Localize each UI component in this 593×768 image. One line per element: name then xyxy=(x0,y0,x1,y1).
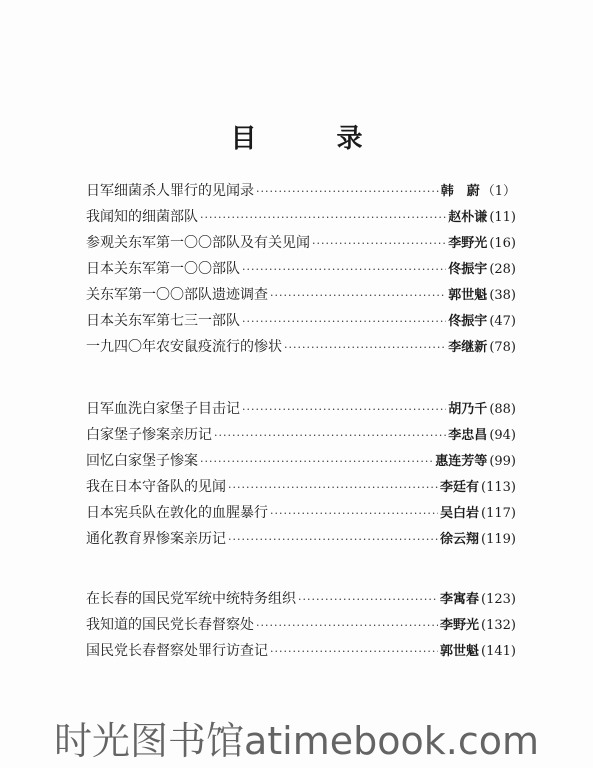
toc-entry-author: 李野光 xyxy=(440,618,480,633)
toc-entry-page-number: (119) xyxy=(481,532,516,547)
dot-leader xyxy=(270,639,438,665)
watermark-text: 时光图书馆atimebook.com xyxy=(53,718,539,763)
toc-entry-page-number: (28) xyxy=(489,262,516,277)
toc-entry-title: 日军细菌杀人罪行的见闻录 xyxy=(86,183,254,199)
toc-entry-author: 惠连芳等 xyxy=(435,454,488,469)
toc-entry xyxy=(86,204,516,230)
toc-entry-author: 佟振宇 xyxy=(448,314,488,329)
toc-entry-author: 胡乃千 xyxy=(448,402,488,417)
toc-entry-title: 日本关东军第一〇〇部队 xyxy=(86,261,240,277)
page-title xyxy=(0,118,593,155)
title-char-left: 目 xyxy=(230,124,257,154)
toc-entry-author: 郭世魁 xyxy=(440,644,480,659)
dot-leader xyxy=(242,309,446,335)
toc-entry-title: 日军血洗白家堡子目击记 xyxy=(86,401,240,417)
toc-entry xyxy=(86,448,516,474)
dot-leader xyxy=(256,179,439,205)
toc-entry xyxy=(86,422,516,448)
toc-entry xyxy=(86,396,516,422)
toc-entry-author: 李忠昌 xyxy=(448,428,488,443)
toc-entry xyxy=(86,526,516,552)
dot-leader xyxy=(298,587,438,613)
dot-leader xyxy=(214,423,446,449)
toc-entry-page-number: (47) xyxy=(489,314,516,329)
toc-entry xyxy=(86,282,516,308)
dot-leader xyxy=(200,449,433,475)
toc-entry xyxy=(86,612,516,638)
toc-entry xyxy=(86,334,516,360)
toc-entry-title: 参观关东军第一〇〇部队及有关见闻 xyxy=(86,235,310,251)
toc-entry-title: 我在日本守备队的见闻 xyxy=(86,479,226,495)
toc-group-2 xyxy=(86,396,516,552)
dot-leader xyxy=(270,501,438,527)
toc-entry-author: 韩 蔚 xyxy=(440,184,480,199)
title-char-right: 录 xyxy=(336,124,363,154)
dot-leader xyxy=(270,283,446,309)
toc-entry-author: 李寓春 xyxy=(440,592,480,607)
dot-leader xyxy=(200,205,446,231)
toc-entry-page-number: (132) xyxy=(481,618,516,633)
toc-entry-page-number: (38) xyxy=(489,288,516,303)
toc-group-1 xyxy=(86,178,516,360)
toc-entry-page-number: (123) xyxy=(481,592,516,607)
toc-entry xyxy=(86,638,516,664)
toc-entry-page-number: (16) xyxy=(489,236,516,251)
toc-entry-author: 赵朴谦 xyxy=(448,210,488,225)
dot-leader xyxy=(256,613,438,639)
dot-leader xyxy=(228,527,438,553)
toc-entry-title: 一九四〇年农安鼠疫流行的惨状 xyxy=(86,339,282,355)
toc-entry-title: 国民党长春督察处罪行访查记 xyxy=(86,643,268,659)
toc-entry-page-number: （1） xyxy=(481,184,516,199)
toc-entry-author: 李野光 xyxy=(448,236,488,251)
toc-entry-author: 郭世魁 xyxy=(448,288,488,303)
toc-entry-title: 日本关东军第七三一部队 xyxy=(86,313,240,329)
toc-entry xyxy=(86,256,516,282)
toc-entry-title: 我知道的国民党长春督察处 xyxy=(86,617,254,633)
toc-entry-title: 通化教育界惨案亲历记 xyxy=(86,531,226,547)
toc-entry-author: 徐云翔 xyxy=(440,532,480,547)
toc-group-3 xyxy=(86,586,516,664)
toc-entry-page-number: (78) xyxy=(489,340,516,355)
dot-leader xyxy=(312,231,446,257)
toc-entry-title: 白家堡子惨案亲历记 xyxy=(86,427,212,443)
toc-entry-page-number: (88) xyxy=(489,402,516,417)
dot-leader xyxy=(284,335,446,361)
dot-leader xyxy=(242,397,446,423)
toc-entry-page-number: (113) xyxy=(481,480,516,495)
toc-entry xyxy=(86,230,516,256)
toc-entry-page-number: (117) xyxy=(481,506,516,521)
toc-entry xyxy=(86,178,516,204)
toc-entry-title: 关东军第一〇〇部队遗迹调查 xyxy=(86,287,268,303)
toc-entry-title: 日本宪兵队在敦化的血腥暴行 xyxy=(86,505,268,521)
toc-entry xyxy=(86,474,516,500)
toc-entry-author: 李廷有 xyxy=(440,480,480,495)
toc-entry-page-number: (99) xyxy=(489,454,516,469)
toc-entry xyxy=(86,500,516,526)
toc-entry-page-number: (94) xyxy=(489,428,516,443)
toc-entry-title: 回忆白家堡子惨案 xyxy=(86,453,198,469)
toc-entry xyxy=(86,586,516,612)
dot-leader xyxy=(228,475,438,501)
toc-entry xyxy=(86,308,516,334)
toc-entry-page-number: (11) xyxy=(489,210,516,225)
toc-entry-title: 我闻知的细菌部队 xyxy=(86,209,198,225)
toc-entry-author: 佟振宇 xyxy=(448,262,488,277)
toc-entry-author: 吴白岩 xyxy=(440,506,480,521)
dot-leader xyxy=(242,257,446,283)
toc-entry-title: 在长春的国民党军统中统特务组织 xyxy=(86,591,296,607)
toc-entry-page-number: (141) xyxy=(481,644,516,659)
toc-entry-author: 李继新 xyxy=(448,340,488,355)
